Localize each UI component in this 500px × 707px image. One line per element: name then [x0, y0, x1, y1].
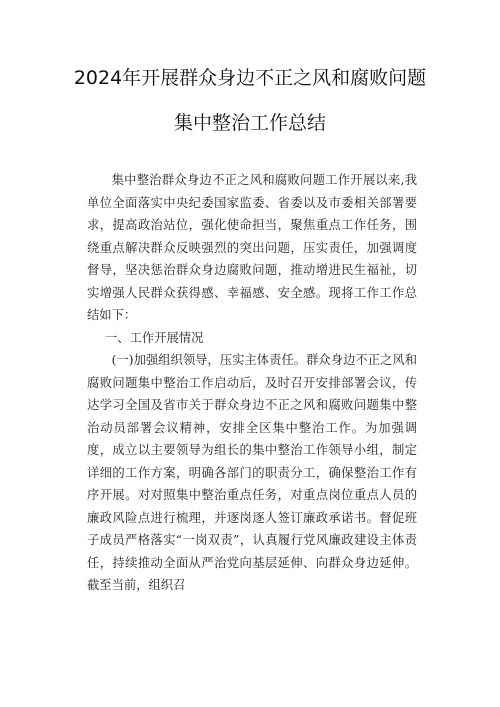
document-title-line-2: 集中整治工作总结	[173, 112, 326, 134]
document-title-line-1: 2024年开展群众身边不正之风和腐败问题	[73, 67, 427, 89]
section-paragraph: (一)加强组织领导，压实主体责任。群众身边不正之风和腐败问题集中整治工作启动后，及时召开安排部署会议，传达学习全国及省市关于群众身边不正之风和腐败问题集中整治动员部署会议精神，安排全区集中整治工作。为加强调度，成立以主要领导为组长的集中整治工作领导小组，制定详细的工作方案，明确各部门的职责分工，确保整治工作有序开展。对对照集中整治重点任务，对重点岗位重点人员的廉政风险点进行梳理，并逐岗逐人签订廉政承诺书。督促班子成员严格落实“一岗双责”，认真履行党风廉政建设主体责任，持续推动全面从严治党向基层延伸、向群众身边延伸。截至当前，组织召	[87, 353, 417, 592]
section-heading: 一、工作开展情况	[105, 330, 204, 345]
intro-paragraph: 集中整治群众身边不正之风和腐败问题工作开展以来,我单位全面落实中央纪委国家监委、省委以及市委相关部署要求，提高政治站位，强化使命担当，聚焦重点工作任务，围绕重点解决群众反映强烈的突出问题，压实责任，加强调度督导，坚决惩治群众身边腐败问题，推动增进民生福祉，切实增强人民群众获得感、幸福感、安全感。现将工作工作总结如下：	[87, 173, 417, 322]
document-body	[87, 169, 417, 597]
